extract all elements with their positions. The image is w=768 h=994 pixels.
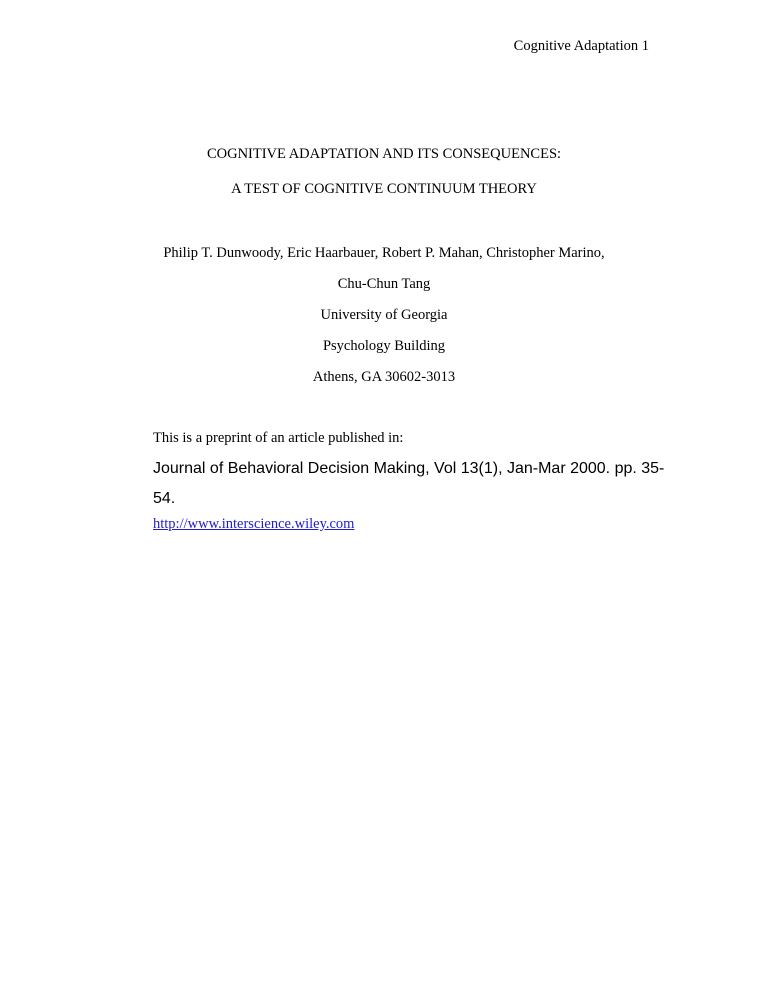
title-line-1: COGNITIVE ADAPTATION AND ITS CONSEQUENCES: [206,146,562,162]
affiliation-institution: University of Georgia [320,307,448,323]
title-line-2: A TEST OF COGNITIVE CONTINUUM THEORY [231,181,537,197]
preprint-note: This is a preprint of an article published in: [153,430,404,446]
running-head: Cognitive Adaptation 1 [513,38,649,54]
citation-line-2: 54. [153,490,176,507]
authors-line-1: Philip T. Dunwoody, Eric Haarbauer, Robert P. Mahan, Christopher Marino, [163,245,605,261]
authors-line-2: Chu-Chun Tang [337,276,431,292]
citation-line-1: Journal of Behavioral Decision Making, Vol 13(1), Jan-Mar 2000. pp. 35- [153,460,665,477]
publisher-link[interactable]: http://www.interscience.wiley.com [153,516,355,532]
affiliation-building: Psychology Building [322,338,446,354]
affiliation-address: Athens, GA 30602-3013 [312,369,456,385]
